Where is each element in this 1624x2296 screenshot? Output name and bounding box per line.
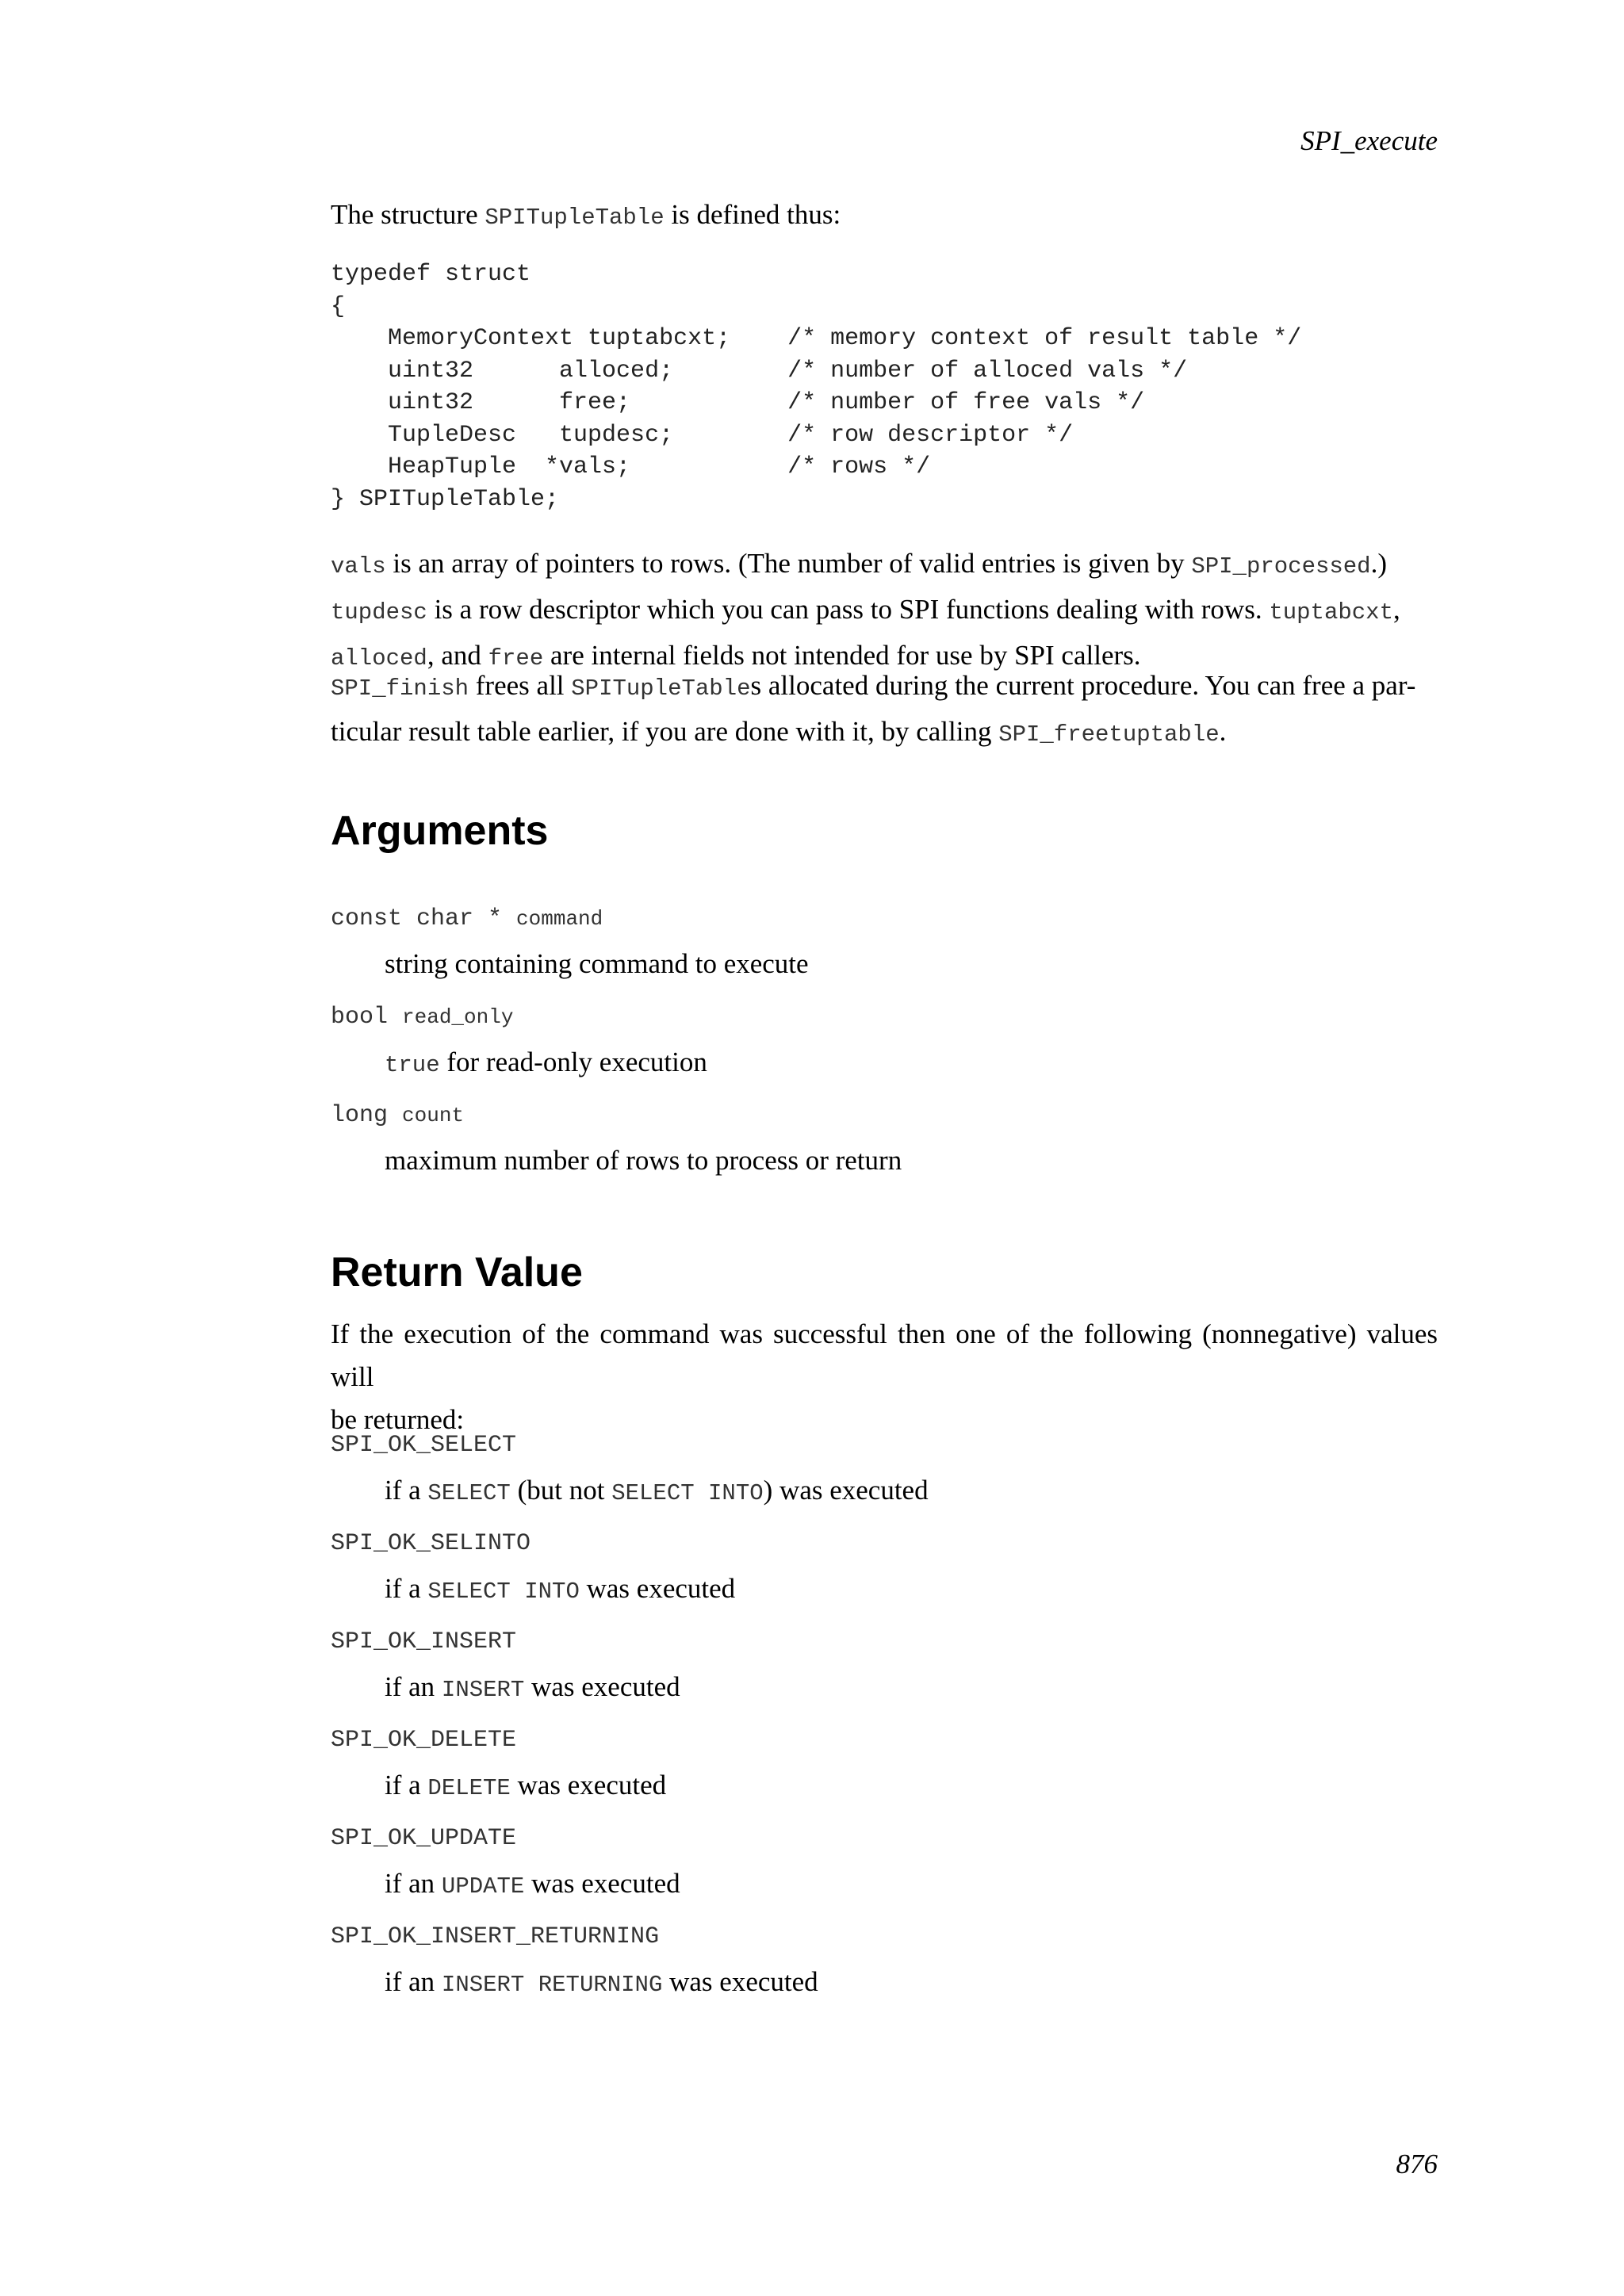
paragraph-vals: vals is an array of pointers to rows. (The number of valid entries is given by SPI_processed.) tupdesc is a row descriptor which you can pass to SPI functions dealing with rows. tuptabcxt, alloced, and free are internal fields not intended for use by SPI callers. <box>331 548 1400 672</box>
return-code-term: SPI_OK_INSERT <box>331 1628 517 1655</box>
return-code-term: SPI_OK_SELINTO <box>331 1530 531 1557</box>
return-code-term: SPI_OK_DELETE <box>331 1727 517 1754</box>
running-header: SPI_execute <box>1300 125 1438 156</box>
argument-description: true for read-only execution <box>385 1047 707 1078</box>
argument-term: bool read_only <box>331 1004 514 1031</box>
argument-description: maximum number of rows to process or return <box>385 1145 902 1176</box>
return-code-term: SPI_OK_UPDATE <box>331 1825 517 1852</box>
argument-term: const char * command <box>331 905 603 932</box>
section-heading-arguments: Arguments <box>331 808 549 854</box>
struct-name: SPITupleTable <box>485 205 665 231</box>
return-code-description: if a SELECT INTO was executed <box>385 1573 736 1605</box>
return-code-term: SPI_OK_SELECT <box>331 1432 517 1459</box>
return-code-description: if an UPDATE was executed <box>385 1868 680 1900</box>
return-value-intro: If the execution of the command was successful then one of the following (nonnegative) values will be returned: <box>331 1318 1438 1435</box>
return-code-description: if an INSERT RETURNING was executed <box>385 1966 818 1998</box>
paragraph-spi-finish: SPI_finish frees all SPITupleTables allocated during the current procedure. You can free a par- ticular result table earlier, if you are done with it, by calling SPI_freetuptable. <box>331 670 1416 748</box>
argument-term: long count <box>331 1102 465 1129</box>
return-code-description: if a SELECT (but not SELECT INTO) was executed <box>385 1475 929 1506</box>
return-code-description: if an INSERT was executed <box>385 1671 680 1703</box>
page-number: 876 <box>1396 2149 1438 2179</box>
struct-intro: The structure SPITupleTable is defined thus: <box>331 199 841 231</box>
section-heading-return-value: Return Value <box>331 1249 583 1295</box>
code-block: typedef struct { MemoryContext tuptabcxt; /* memory context of result table */ uint32 alloced; /* number of alloced vals */ uint32 free; /* number of free vals */ TupleDesc tupdesc; /* row descriptor */ HeapTuple *vals; /* rows */ } SPITupleTable; <box>331 261 1302 513</box>
return-code-description: if a DELETE was executed <box>385 1770 667 1801</box>
return-code-term: SPI_OK_INSERT_RETURNING <box>331 1923 660 1950</box>
argument-description: string containing command to execute <box>385 948 809 979</box>
